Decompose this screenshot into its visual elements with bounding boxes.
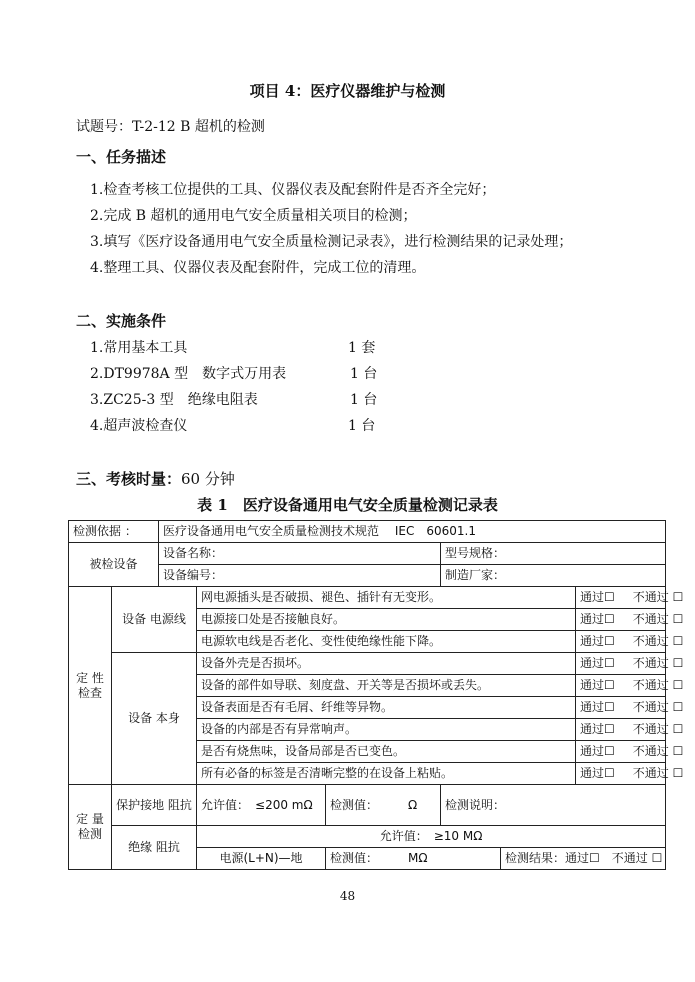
pass-fail-cell[interactable] [576, 653, 684, 675]
task-item: 3.填写《医疗设备通用电气安全质量检测记录表》，进行检测结果的记录处理； [90, 234, 573, 250]
pass-checkbox[interactable]: 通过☐ [580, 590, 615, 604]
fail-checkbox[interactable]: 不通过 ☐ [632, 766, 684, 780]
pass-fail-cell[interactable] [576, 587, 684, 609]
condition-name: 3.ZC25-3 型 绝缘电阻表 [90, 392, 258, 408]
page-number: 48 [339, 889, 356, 903]
insulation-result-field[interactable]: 检测结果：通过☐ 不通过 ☐ [501, 848, 666, 870]
condition-qty: 1 套 [348, 340, 376, 356]
pass-fail-cell[interactable] [576, 631, 684, 653]
task-item: 2.完成 B 超机的通用电气安全质量相关项目的检测； [90, 208, 417, 224]
ground-allowed-value: 允许值： ≤200 mΩ [197, 785, 326, 826]
pass-checkbox[interactable]: 通过☐ [580, 612, 615, 626]
check-item: 设备表面是否有毛屑、纤维等异物。 [197, 697, 576, 719]
pass-fail-cell[interactable] [576, 763, 684, 785]
ground-impedance-label: 保护接地 阻抗 [112, 785, 197, 826]
condition-name: 4.超声波检查仪 [90, 418, 188, 434]
fail-checkbox[interactable]: 不通过 ☐ [632, 590, 684, 604]
check-item: 电源软电线是否老化、变性使绝缘性能下降。 [197, 631, 576, 653]
insulation-impedance-label: 绝缘 阻抗 [112, 826, 197, 870]
pass-checkbox[interactable]: 通过☐ [580, 678, 615, 692]
device-number-field[interactable]: 设备编号： [159, 565, 441, 587]
exam-duration [76, 468, 235, 489]
check-item: 设备的部件如导联、刻度盘、开关等是否损坏或丢失。 [197, 675, 576, 697]
record-table [68, 520, 684, 870]
task-item: 1.检查考核工位提供的工具、仪器仪表及配套附件是否齐全完好； [90, 182, 496, 198]
fail-checkbox[interactable]: 不通过 ☐ [632, 700, 684, 714]
pass-fail-cell[interactable] [576, 697, 684, 719]
insulation-measured-field[interactable]: 检测值： MΩ [326, 848, 501, 870]
page-title: 项目 4：医疗仪器维护与检测 [249, 82, 446, 100]
duration-label: 三、考核时量： [76, 470, 182, 488]
check-item: 设备外壳是否损坏。 [197, 653, 576, 675]
fail-checkbox[interactable]: 不通过 ☐ [632, 744, 684, 758]
pass-checkbox[interactable]: 通过☐ [580, 656, 615, 670]
fail-checkbox[interactable]: 不通过 ☐ [632, 634, 684, 648]
fail-checkbox[interactable]: 不通过 ☐ [632, 612, 684, 626]
check-item: 网电源插头是否破损、褪色、插针有无变形。 [197, 587, 576, 609]
ground-measured-field[interactable]: 检测值： Ω [326, 785, 441, 826]
insulation-allowed-value: 允许值： ≥10 MΩ [197, 826, 666, 848]
condition-name: 2.DT9978A 型 数字式万用表 [90, 366, 287, 382]
device-body-label: 设备 本身 [112, 653, 197, 785]
fail-checkbox[interactable]: 不通过 ☐ [632, 656, 684, 670]
task-item: 4.整理工具、仪器仪表及配套附件，完成工位的清理。 [90, 260, 426, 276]
pass-checkbox[interactable]: 通过☐ [580, 744, 615, 758]
pass-fail-cell[interactable] [576, 675, 684, 697]
check-item: 设备的内部是否有异常响声。 [197, 719, 576, 741]
condition-qty: 1 台 [350, 366, 378, 382]
check-item: 是否有烧焦味，设备局部是否已变色。 [197, 741, 576, 763]
condition-qty: 1 台 [348, 418, 376, 434]
check-item: 所有必备的标签是否清晰完整的在设备上粘贴。 [197, 763, 576, 785]
fail-checkbox[interactable]: 不通过 ☐ [632, 722, 684, 736]
pass-checkbox[interactable]: 通过☐ [580, 722, 615, 736]
device-name-field[interactable]: 设备名称： [159, 543, 441, 565]
condition-name: 1.常用基本工具 [90, 340, 188, 356]
duration-value: 60 分钟 [181, 470, 235, 488]
condition-qty: 1 台 [350, 392, 378, 408]
manufacturer-field[interactable]: 制造厂家： [441, 565, 666, 587]
pass-fail-cell[interactable] [576, 609, 684, 631]
pass-checkbox[interactable]: 通过☐ [580, 766, 615, 780]
insulation-test-item: 电源(L+N)—地 [197, 848, 326, 870]
pass-fail-cell[interactable] [576, 719, 684, 741]
basis-label: 检测依据 ： [69, 521, 159, 543]
fail-checkbox[interactable]: 不通过 ☐ [632, 678, 684, 692]
table-caption: 表 1 医疗设备通用电气安全质量检测记录表 [197, 496, 498, 514]
device-label: 被检设备 [69, 543, 159, 587]
ground-note-field[interactable]: 检测说明： [441, 785, 666, 826]
pass-checkbox[interactable]: 通过☐ [580, 634, 615, 648]
pass-checkbox[interactable]: 通过☐ [580, 700, 615, 714]
section-conditions-heading: 二、实施条件 [76, 312, 167, 330]
basis-value: 医疗设备通用电气安全质量检测技术规范 IEC 60601.1 [159, 521, 666, 543]
power-cord-label: 设备 电源线 [112, 587, 197, 653]
exam-number: 试题号：T-2-12 B 超机的检测 [76, 119, 265, 135]
quantitative-label: 定 量 检测 [69, 785, 112, 870]
qualitative-label: 定 性 检查 [69, 587, 112, 785]
pass-fail-cell[interactable] [576, 741, 684, 763]
check-item: 电源接口处是否接触良好。 [197, 609, 576, 631]
model-field[interactable]: 型号规格： [441, 543, 666, 565]
section-task-heading: 一、任务描述 [76, 148, 167, 166]
